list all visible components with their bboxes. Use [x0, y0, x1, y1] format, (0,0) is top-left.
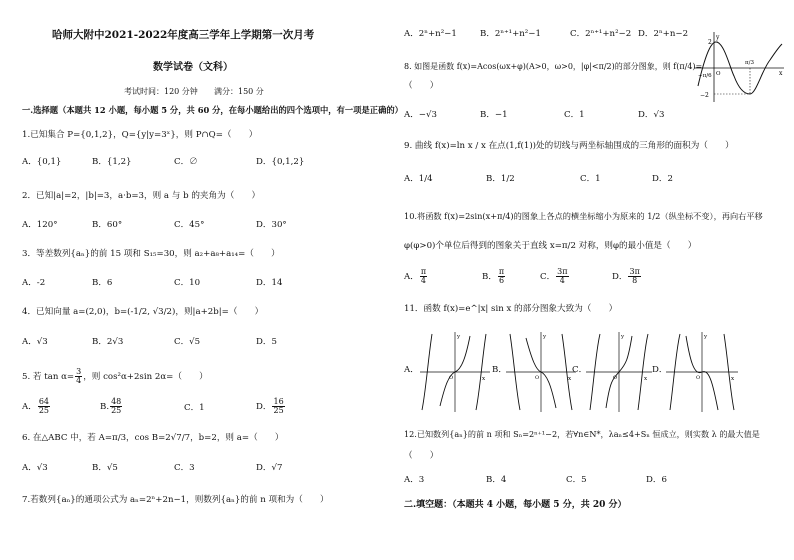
- question-5-stem-post: ，则 cos²α+2sin 2α=（ ）: [83, 372, 208, 382]
- question-4-option-b[interactable]: B．2√3: [92, 337, 124, 347]
- fraction-denominator: 25: [273, 406, 284, 415]
- option-fraction: [110, 398, 122, 415]
- y-axis-label: y: [543, 334, 547, 340]
- option-label: D．: [612, 272, 628, 282]
- question-3-option-b[interactable]: B．6: [92, 278, 113, 288]
- question-10-stem-line1: 10.将函数 f(x)=2sin(x+π/4)的图象上各点的横坐标缩小为原来的 1/2（纵坐标不变），再向右平移: [404, 211, 763, 221]
- origin-label: O: [613, 375, 618, 381]
- question-4-stem: 4．已知向量 a=(2,0)，b=(-1/2, √3/2)，则|a+2b|=（ ）: [22, 307, 264, 317]
- exam-title: 哈师大附中2021-2022年度高三学年上学期第一次月考: [52, 29, 315, 41]
- question-7-option-b[interactable]: B．2ⁿ⁺¹+n²−1: [480, 29, 541, 39]
- fraction-denominator: 4: [559, 276, 565, 285]
- question-8-stem: 8. 如图是函数 f(x)=Acos(ωx+φ)(A>0，ω>0，|φ|<π/2)的部分图象，则 f(π/4)=: [404, 62, 703, 71]
- question-10-option-a[interactable]: [404, 268, 428, 285]
- option-fraction: [628, 268, 640, 285]
- exam-score: 满分：150 分: [214, 87, 264, 96]
- question-5-option-c[interactable]: C．1: [184, 403, 205, 413]
- question-12-option-a[interactable]: A．3: [404, 475, 425, 485]
- question-9-option-d[interactable]: D．2: [652, 174, 673, 184]
- section-choice-heading: 一.选择题（本题共 12 小题，每小题 5 分，共 60 分，在每小题给出的四个选项中，有一项是正确的）: [22, 105, 403, 115]
- question-3-stem: 3．等差数列{aₙ}的前 15 项和 S₁₅=30，则 a₂+a₈+a₁₄=（ ）: [22, 249, 280, 259]
- question-5-stem: [22, 368, 208, 385]
- option-label: C．: [540, 272, 556, 282]
- question-1-option-b[interactable]: B．{1,2}: [92, 157, 132, 167]
- y-axis-label: y: [716, 34, 720, 41]
- question-1-stem: 1.已知集合 P={0,1,2}，Q={y|y=3ˣ}，则 P∩Q=（ ）: [22, 130, 258, 140]
- exam-time: 考试时间：120 分钟: [124, 87, 198, 96]
- fraction-denominator: 4: [420, 276, 426, 285]
- fraction-numerator: 64: [38, 397, 49, 406]
- question-5-option-d[interactable]: [256, 398, 286, 415]
- y-axis-label: y: [704, 334, 708, 340]
- fraction-numerator: 3π: [557, 267, 568, 276]
- question-1-option-a[interactable]: A．{0,1}: [22, 157, 62, 167]
- question-1-option-d[interactable]: D．{0,1,2}: [256, 157, 305, 167]
- option-fraction: [498, 268, 505, 285]
- x-right-label: π/3: [745, 60, 754, 66]
- fraction-numerator: 16: [273, 397, 284, 406]
- question-2-option-a[interactable]: A．120°: [22, 220, 58, 230]
- question-12-option-c[interactable]: C．5: [566, 475, 587, 485]
- question-5-fraction: [75, 368, 82, 385]
- origin-label: O: [449, 375, 454, 381]
- y-axis-label: y: [457, 334, 461, 340]
- x-axis-label: x: [779, 70, 783, 77]
- question-12-option-d[interactable]: D．6: [646, 475, 667, 485]
- question-1-option-c[interactable]: C．∅: [174, 157, 198, 167]
- question-8-cosine-graph: [690, 30, 786, 104]
- origin-label: O: [535, 375, 540, 381]
- question-6-option-a[interactable]: A．√3: [22, 463, 48, 473]
- question-8-option-b[interactable]: B．−1: [480, 110, 508, 120]
- question-10-option-b[interactable]: [482, 268, 506, 285]
- fraction-numerator: 3: [76, 367, 82, 376]
- question-8-option-d[interactable]: D．√3: [638, 110, 665, 120]
- question-12-option-b[interactable]: B．4: [486, 475, 507, 485]
- fraction-numerator: 48: [111, 397, 122, 406]
- question-11-graph-d[interactable]: [664, 330, 740, 414]
- option-label: A．: [404, 272, 419, 282]
- question-7-option-a[interactable]: A．2ⁿ+n²−1: [404, 29, 457, 39]
- question-11-stem: 11．函数 f(x)=e^|x| sin x 的部分图象大致为（ ）: [404, 304, 618, 314]
- question-6-option-d[interactable]: D．√7: [256, 463, 283, 473]
- question-11-option-a[interactable]: A．: [404, 365, 419, 375]
- question-11-graph-a[interactable]: [418, 330, 492, 414]
- question-3-option-c[interactable]: C．10: [174, 278, 201, 288]
- question-9-option-c[interactable]: C．1: [580, 174, 601, 184]
- option-label: B.: [100, 402, 110, 412]
- question-5-stem-pre: 5. 若 tan α=: [22, 372, 75, 382]
- question-12-stem: 12.已知数列{aₙ}的前 n 项和 Sₙ=2ⁿ⁺¹−2，若∀n∈N*，λaₙ≤4+Sₙ 恒成立，则实数 λ 的最大值是: [404, 429, 760, 439]
- question-4-option-d[interactable]: D．5: [256, 337, 277, 347]
- origin-label: O: [716, 71, 721, 77]
- option-label: D．: [256, 402, 272, 412]
- y-bottom-label: −2: [700, 92, 709, 99]
- y-axis-label: y: [621, 334, 625, 340]
- question-3-option-a[interactable]: A．-2: [22, 278, 46, 288]
- fraction-denominator: 25: [111, 406, 122, 415]
- question-7-stem: 7.若数列{aₙ}的通项公式为 aₙ=2ⁿ+2n−1，则数列{aₙ}的前 n 项和为（ ）: [22, 495, 329, 505]
- question-8-answer-paren: （ ）: [404, 81, 439, 91]
- option-fraction: [272, 398, 284, 415]
- question-7-option-d[interactable]: D．2ⁿ+n−2: [638, 29, 689, 39]
- question-11-option-b[interactable]: B．: [492, 365, 507, 375]
- question-9-stem: 9. 曲线 f(x)=ln x / x 在点(1,f(1))处的切线与两坐标轴围成的三角形的面积为（ ）: [404, 141, 734, 151]
- fraction-denominator: 25: [38, 406, 49, 415]
- question-11-graph-c[interactable]: [584, 330, 654, 414]
- fraction-denominator: 8: [632, 276, 638, 285]
- option-fraction: [420, 268, 427, 285]
- fraction-numerator: π: [498, 267, 505, 276]
- question-12-answer-paren: （ ）: [404, 451, 439, 461]
- x-axis-label: x: [568, 376, 572, 382]
- question-6-option-c[interactable]: C．3: [174, 463, 195, 473]
- fraction-denominator: 4: [76, 376, 82, 385]
- question-11-graph-b[interactable]: [504, 330, 578, 414]
- x-axis-label: x: [731, 376, 735, 382]
- x-axis-label: x: [644, 376, 648, 382]
- question-4-option-c[interactable]: C．√5: [174, 337, 201, 347]
- option-label: A．: [22, 402, 37, 412]
- option-label: B．: [482, 272, 497, 282]
- question-9-option-b[interactable]: B．1/2: [486, 174, 515, 184]
- question-10-option-c[interactable]: [540, 268, 570, 285]
- y-top-label: 2: [708, 39, 712, 46]
- fraction-numerator: π: [420, 267, 427, 276]
- fraction-denominator: 6: [499, 276, 505, 285]
- section-fill-heading: 二.填空题：（本题共 4 小题，每小题 5 分，共 20 分）: [404, 500, 627, 510]
- origin-label: O: [696, 375, 701, 381]
- question-11-option-c[interactable]: C．: [572, 365, 588, 375]
- question-5-option-b[interactable]: [100, 398, 123, 415]
- x-left-label: −π/6: [698, 73, 712, 79]
- question-6-option-b[interactable]: B．√5: [92, 463, 118, 473]
- exam-subtitle: 数学试卷（文科）: [153, 62, 233, 73]
- question-8-option-a[interactable]: A．−√3: [404, 110, 437, 120]
- question-10-option-d[interactable]: [612, 268, 642, 285]
- question-2-option-b[interactable]: B．60°: [92, 220, 123, 230]
- question-10-stem-line2: φ(φ>0)个单位后得到的图象关于直线 x=π/2 对称，则φ的最小值是（ ）: [404, 241, 697, 251]
- question-6-stem: 6. 在△ABC 中，若 A=π/3，cos B=2√7/7，b=2，则 a=（ ）: [22, 433, 284, 443]
- question-3-option-d[interactable]: D．14: [256, 278, 283, 288]
- option-fraction: [556, 268, 568, 285]
- fraction-numerator: 3π: [629, 267, 640, 276]
- question-8-option-c[interactable]: C．1: [564, 110, 585, 120]
- question-2-option-c[interactable]: C．45°: [174, 220, 205, 230]
- question-2-option-d[interactable]: D．30°: [256, 220, 287, 230]
- question-4-option-a[interactable]: A．√3: [22, 337, 48, 347]
- question-7-option-c[interactable]: C．2ⁿ⁺¹+n²−2: [570, 29, 632, 39]
- question-2-stem: 2．已知|a|=2，|b|=3，a·b=3，则 a 与 b 的夹角为（ ）: [22, 191, 261, 201]
- question-5-option-a[interactable]: [22, 398, 51, 415]
- x-axis-label: x: [482, 376, 486, 382]
- question-11-option-d[interactable]: D．: [652, 365, 668, 375]
- option-fraction: [38, 398, 50, 415]
- question-9-option-a[interactable]: A．1/4: [404, 174, 433, 184]
